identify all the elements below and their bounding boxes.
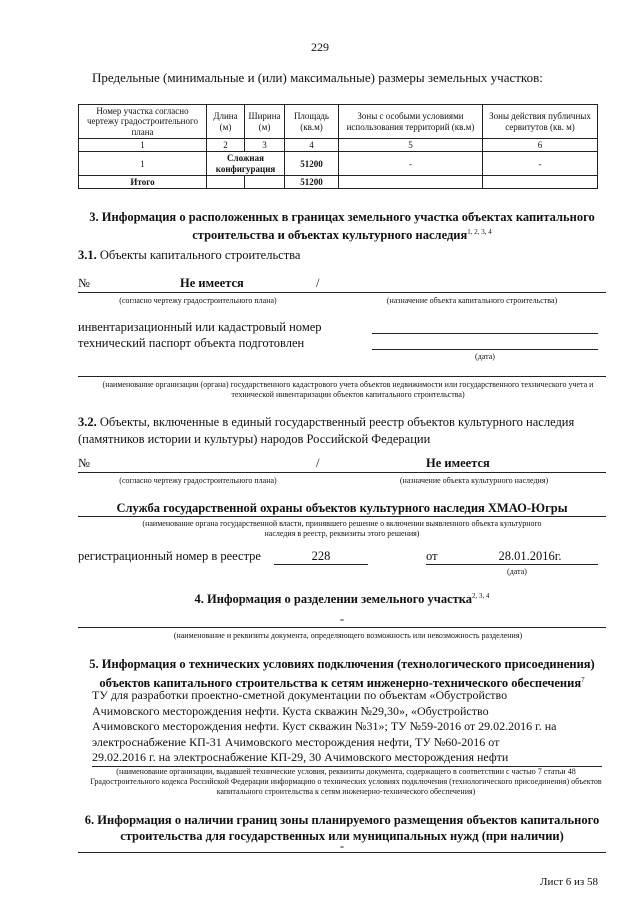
no-sign: № [78, 276, 90, 290]
inventory-label: инвентаризационный или кадастровый номер [78, 320, 322, 334]
cell-servitudes: - [483, 152, 598, 176]
col-number: 5 [339, 139, 483, 152]
slash: / [316, 276, 320, 290]
table-row [79, 152, 598, 176]
land-dimensions-table [78, 104, 598, 189]
caption-conditions: (наименование организации, выдавшей технические условия, реквизиты документа, содержащего в соответствии с частью 7 статьи 48 Градостроительного кодекса Российской Федерации информацию о технических условиях подключения (технологического присоединения) объектов капитального строительства к сетям инженерно-технического обеспечения) [90, 767, 602, 796]
registry-from: от [426, 549, 438, 563]
total-area: 51200 [285, 176, 339, 189]
cell-zones: - [339, 152, 483, 176]
rule [78, 376, 606, 377]
section-4-value: - [339, 612, 345, 626]
registry-label: регистрационный номер в реестре [78, 549, 261, 563]
rule [78, 627, 606, 628]
page-number: 229 [311, 40, 329, 54]
caption-heritage: (назначение объекта культурного наследия) [399, 476, 549, 485]
intro-text: Предельные (минимальные и (или) максимальные) размеры земельных участков: [92, 70, 543, 85]
col-number: 1 [79, 139, 207, 152]
col-header: Номер участка согласно чертежу градостроительного плана [79, 105, 207, 139]
col-header: Зоны действия публичных сервитутов (кв. м) [483, 105, 598, 139]
registry-date-line [426, 564, 598, 565]
caption-purpose: (назначение объекта капитального строительства) [386, 296, 558, 305]
caption-date: (дата) [507, 567, 527, 576]
col-number: 2 [207, 139, 245, 152]
rule [78, 292, 606, 293]
table-header-row [79, 105, 598, 139]
technical-conditions-text: ТУ для разработки проектно-сметной документации по объектам «Обустройство Ачимовского месторождения нефти. Куста скважин №29,30», «Обустройство Ачимовского месторождения нефти. Куст скважин №31»; ТУ №59-2016 от 29.02.2016 г. на электроснабжение КП-31 Ачимовского месторождения нефти, ТУ №60-2016 от 29.02.2016 г. на электроснабжение КП-29, 30 Ачимовского месторождения нефти [92, 688, 602, 767]
caption-date: (дата) [475, 352, 495, 361]
registry-number: 228 [311, 549, 331, 563]
rule [78, 852, 606, 853]
rule [78, 472, 606, 473]
cell-number: 1 [79, 152, 207, 176]
section-5-heading: 5. Информация о технических условиях подключения (технологического присоединения) объектов капитального строительства к сетям инженерно-технического обеспечения$^7$ [89, 657, 595, 691]
not-present-value: Не имеется [426, 456, 490, 470]
col-number: 4 [285, 139, 339, 152]
col-number: 6 [483, 139, 598, 152]
cell-shape: Сложная конфигурация [207, 152, 285, 176]
caption-division: (наименование и реквизиты документа, определяющего возможность или невозможность разделения) [173, 631, 523, 640]
inventory-line [372, 333, 598, 334]
section-3-heading: 3. Информация о расположенных в границах земельного участка объектах капитального строительства и объектах культурного наследия$^{1, 2, 3, 4}$ [89, 210, 595, 243]
caption-plan: (согласно чертежу градостроительного плана) [119, 296, 277, 305]
caption-authority: (наименование органа государственной власти, принявшего решение о включении выявленного объекта культурного наследия в реестр, реквизиты этого решения) [142, 519, 542, 538]
column-number-row [79, 139, 598, 152]
total-label: Итого [79, 176, 207, 189]
section-3-2-heading: 3.2. Объекты, включенные в единый государственный реестр объектов культурного наследия (памятников истории и культуры) народов Российской Федерации [78, 415, 575, 446]
rule [78, 516, 606, 517]
section-6-value: - [339, 839, 345, 853]
section-3-1-heading: 3.1. Объекты капитального строительства [78, 248, 301, 262]
no-sign: № [78, 456, 90, 470]
caption-organization: (наименование организации (органа) государственного кадастрового учета объектов недвижимости или государственного технического учета и технической инвентаризации объектов капитального строительства) [102, 380, 594, 399]
heritage-authority: Служба государственной охраны объектов культурного наследия ХМАО-Югры [116, 501, 568, 515]
registry-number-line [274, 564, 368, 565]
section-6-heading: 6. Информация о наличии границ зоны планируемого размещения объектов капитального строительства для государственных или муниципальных нужд (при наличии) [84, 813, 600, 843]
col-header: Длина (м) [207, 105, 245, 139]
caption-plan: (согласно чертежу градостроительного плана) [119, 476, 277, 485]
section-4-heading: 4. Информация о разделении земельного участка$^{2, 3, 4}$ [194, 592, 490, 607]
cell-area: 51200 [285, 152, 339, 176]
slash: / [316, 456, 320, 470]
sheet-counter: Лист 6 из 58 [540, 876, 599, 888]
col-header: Зоны с особыми условиями использования территорий (кв.м) [339, 105, 483, 139]
table-total-row [79, 176, 598, 189]
passport-label: технический паспорт объекта подготовлен [78, 336, 305, 350]
date-line [372, 349, 598, 350]
not-present-value: Не имеется [180, 276, 244, 290]
col-header: Площадь (кв.м) [285, 105, 339, 139]
col-number: 3 [245, 139, 285, 152]
col-header: Ширина (м) [245, 105, 285, 139]
registry-date: 28.01.2016г. [498, 549, 562, 563]
